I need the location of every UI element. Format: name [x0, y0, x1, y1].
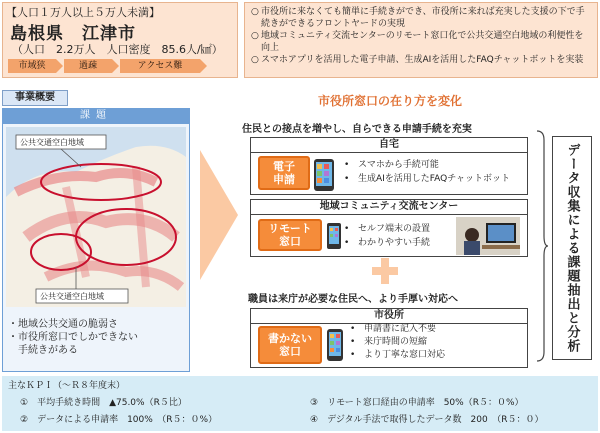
city-stats: （人口 2.2万人 人口密度 85.6人/㎢） [12, 43, 223, 56]
city-category: 【人口１万人以上５万人未満】 [6, 6, 160, 19]
home-features [344, 158, 510, 186]
smartphone-icon [326, 328, 344, 362]
feature-item [350, 323, 445, 336]
e-application-label-1: 電子 [273, 160, 295, 173]
goal-text: スマホアプリを活用した電子申請、生成AIを活用したFAQチャットボットを実装 [261, 55, 584, 65]
feature-item [344, 158, 510, 172]
feature-bullet: • [344, 238, 350, 248]
goal-item [251, 6, 591, 30]
goal-text: 地域コミュニティ交流センターのリモート窓口化で公共交通空白地域の利便性を向上 [261, 31, 584, 53]
main-subtitle: 住民との接点を増やし、自らできる申請手続を充実 [242, 124, 472, 135]
office-features [350, 323, 445, 362]
goal-bullet: ○ [251, 31, 259, 41]
remote-counter-photo [456, 217, 520, 255]
map-label-top: 公共交通空白地域 [20, 138, 84, 147]
goal-item [251, 54, 591, 66]
kpi-title: 主なＫＰＩ（〜Ｒ８年度末） [8, 381, 126, 391]
remote-window-label-2: 窓口 [279, 235, 301, 248]
feature-text: 来庁時間の短縮 [364, 337, 428, 347]
tablet-kiosk-icon [326, 222, 342, 250]
feature-text: わかりやすい手続 [358, 238, 431, 248]
map-label-bottom: 公共交通空白地域 [40, 292, 104, 301]
feature-text: 申請書に記入不要 [364, 324, 437, 334]
remote-window-button[interactable] [258, 219, 322, 251]
feature-item [344, 172, 510, 186]
home-section-head: 自宅 [250, 137, 528, 153]
plus-icon [372, 258, 398, 284]
feature-bullet: • [350, 324, 356, 334]
feature-bullet: • [350, 350, 356, 360]
overview-label: 事業概要 [2, 90, 68, 106]
kpi-item: ② データによる申請率 100% （R５：０%） [20, 415, 218, 425]
feature-bullet: • [344, 174, 350, 184]
feature-item [344, 236, 430, 250]
no-writing-label-1: 書かない [268, 332, 312, 345]
feature-item [350, 336, 445, 349]
main-title: 市役所窓口の在り方を変化 [317, 94, 462, 108]
right-bracket-icon [536, 130, 548, 362]
issue-list [8, 318, 188, 357]
issue-item: 手続きがある [8, 345, 78, 356]
feature-text: セルフ端末の設置 [358, 224, 431, 234]
data-analysis-box: データ収集による課題抽出と分析 [552, 136, 592, 360]
office-section-head: 市役所 [250, 308, 528, 324]
kpi-item: ① 平均手続き時間 ▲75.0%（R５比） [20, 398, 187, 408]
goal-item [251, 30, 591, 54]
goal-bullet: ○ [251, 55, 259, 65]
feature-bullet: • [350, 337, 356, 347]
feature-text: より丁寧な窓口対応 [364, 350, 446, 360]
issue-item: ・地域公共交通の脆弱さ [8, 319, 118, 330]
transition-arrow-icon [200, 150, 238, 280]
kpi-item: ③ リモート窓口経由の申請率 50%（R５：０%） [310, 398, 524, 408]
tag-depopulation: 過疎 [64, 59, 112, 73]
remote-features [344, 222, 430, 250]
feature-item [344, 222, 430, 236]
issue-header: 課題 [2, 108, 190, 124]
remote-window-label-1: リモート [268, 222, 312, 235]
e-application-button[interactable] [258, 156, 310, 190]
tag-access-difficulty: アクセス難 [120, 59, 200, 73]
goal-text: 市役所に来なくても簡単に手続きができ、市役所に来れば充実した支援の下で手続きができるフロントヤードの実現 [261, 7, 585, 29]
issue-item: ・市役所窓口でしかできない [8, 332, 138, 343]
map-image [6, 127, 186, 307]
goal-bullet: ○ [251, 7, 259, 17]
e-application-label-2: 申請 [273, 173, 295, 186]
staff-statement: 職員は来庁が必要な住民へ、より手厚い対応へ [248, 294, 458, 305]
kpi-item: ④ デジタル手法で取得したデータ数 200 （R５：０） [310, 415, 544, 425]
feature-bullet: • [344, 224, 350, 234]
feature-text: 生成AIを活用したFAQチャットボット [358, 174, 510, 184]
smartphone-icon [312, 158, 336, 192]
remote-section-head: 地域コミュニティ交流センター [250, 199, 528, 215]
feature-item [350, 349, 445, 362]
no-writing-window-button[interactable] [258, 326, 322, 364]
goals-box [244, 2, 598, 78]
feature-bullet: • [344, 160, 350, 170]
city-name: 島根県 江津市 [10, 24, 136, 44]
no-writing-label-2: 窓口 [279, 345, 301, 358]
feature-text: スマホから手続可能 [358, 160, 439, 170]
tag-small-area: 市域狭 [8, 59, 56, 73]
